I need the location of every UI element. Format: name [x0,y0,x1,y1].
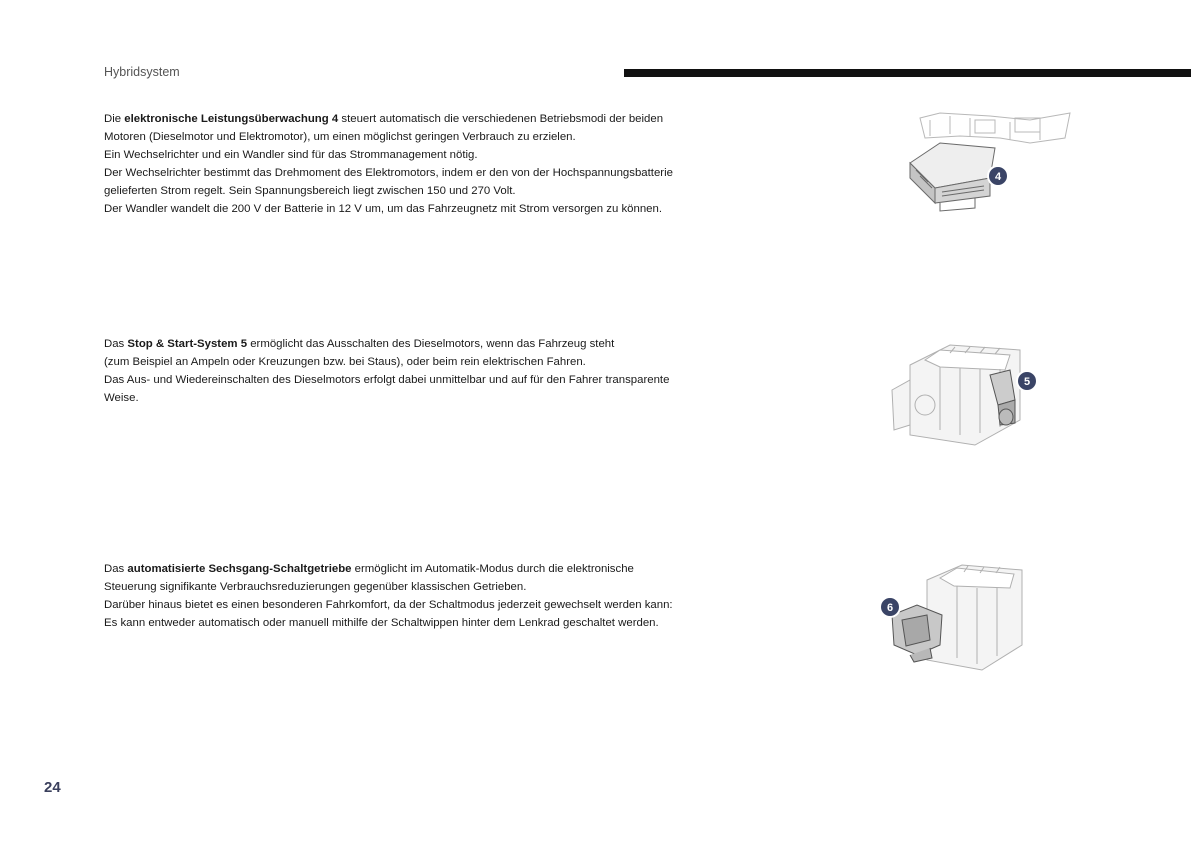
paragraph-line: Darüber hinaus bietet es einen besonderen Fahrkomfort, da der Schaltmodus jederzeit gewechselt werden kann: [104,599,673,611]
paragraph-line: Weise. [104,392,139,404]
paragraph-line: (zum Beispiel an Ampeln oder Kreuzungen bzw. bei Staus), oder beim rein elektrischen Fahren. [104,356,586,368]
bold-term: automatisierte Sechsgang-Schaltgetriebe [127,563,352,575]
badge-label: 4 [994,171,1002,183]
paragraph-line: Motoren (Dieselmotor und Elektromotor), um einen möglichst geringen Verbrauch zu erzielen. [104,131,576,143]
power-electronics-illustration [880,108,1080,228]
badge-label: 5 [1023,376,1031,388]
paragraph-line: Der Wandler wandelt die 200 V der Batterie in 12 V um, um das Fahrzeugnetz mit Strom versorgen zu können. [104,203,662,215]
chapter-title: Hybridsystem [104,65,180,79]
header-rule [624,69,1191,77]
gearbox-illustration [872,560,1072,680]
section-power-electronics [104,110,784,218]
engine-starter-illustration [880,335,1080,455]
paragraph-line: Der Wechselrichter bestimmt das Drehmoment des Elektromotors, indem er den von der Hochspannungsbatterie [104,167,673,179]
paragraph-line: Die elektronische Leistungsüberwachung 4 steuert automatisch die verschiedenen Betriebsmodi der beiden [104,113,664,125]
paragraph-line: Das Stop & Start-System 5 ermöglicht das Ausschalten des Dieselmotors, wenn das Fahrzeug steht [104,338,615,350]
paragraph-line: Es kann entweder automatisch oder manuell mithilfe der Schaltwippen hinter dem Lenkrad geschaltet werden. [104,617,659,629]
section-stop-start [104,335,784,407]
bold-term: elektronische Leistungsüberwachung 4 [124,113,339,125]
paragraph-line: Steuerung signifikante Verbrauchsreduzierungen gegenüber klassischen Getrieben. [104,581,527,593]
paragraph-line: Ein Wechselrichter und ein Wandler sind für das Strommanagement nötig. [104,149,478,161]
paragraph-line: Das Aus- und Wiedereinschalten des Dieselmotors erfolgt dabei unmittelbar und auf für den Fahrer transparente [104,374,670,386]
bold-term: Stop & Start-System 5 [127,338,248,350]
badge-label: 6 [886,602,894,614]
section-gearbox [104,560,784,632]
page-number: 24 [44,779,61,796]
paragraph-line: Das automatisierte Sechsgang-Schaltgetriebe ermöglicht im Automatik-Modus durch die elektronische [104,563,634,575]
paragraph-line: gelieferten Strom regelt. Sein Spannungsbereich liegt zwischen 150 und 270 Volt. [104,185,516,197]
